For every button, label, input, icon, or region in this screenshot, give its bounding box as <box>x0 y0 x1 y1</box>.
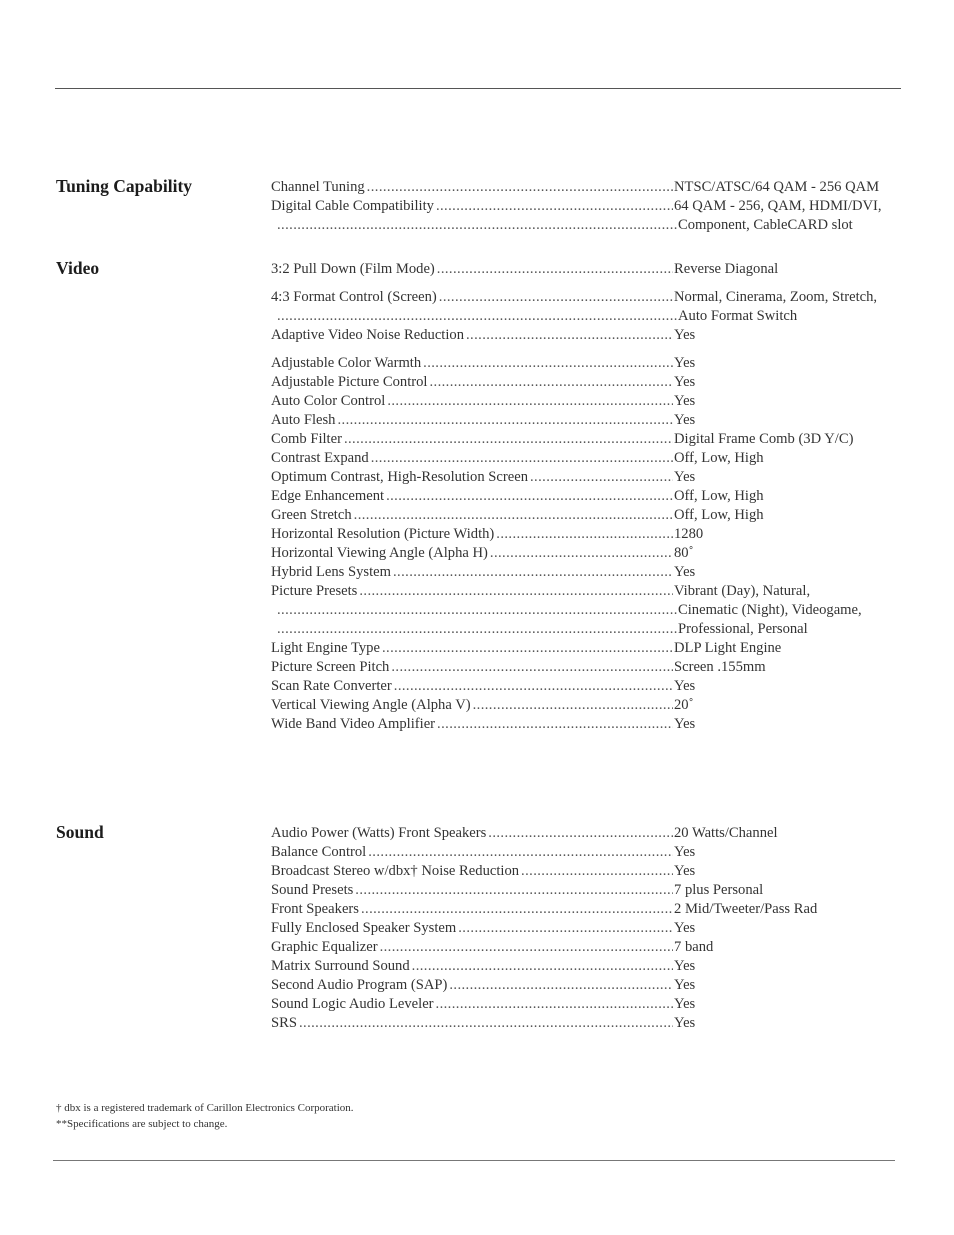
spec-label-text: Wide Band Video Amplifier <box>271 716 436 732</box>
spec-label <box>271 544 673 563</box>
spec-value: 64 QAM - 256, QAM, HDMI/DVI, <box>674 198 882 214</box>
spec-label <box>271 843 673 862</box>
spec-value: Off, Low, High <box>674 507 764 523</box>
dot-leader <box>359 582 673 601</box>
dot-leader <box>429 373 673 392</box>
spec-label-text: Hybrid Lens System <box>271 564 391 580</box>
spec-value: 20˚ <box>674 697 694 713</box>
spec-value: Yes <box>674 412 696 428</box>
spec-label-text: Second Audio Program (SAP) <box>271 977 448 993</box>
spec-label-text: Audio Power (Watts) Front Speakers <box>271 825 487 841</box>
dot-leader <box>386 487 673 506</box>
spec-row <box>271 197 911 216</box>
dot-leader <box>368 843 673 862</box>
dot-leader <box>354 506 673 525</box>
spec-label <box>271 824 673 843</box>
spec-row <box>271 696 911 715</box>
spec-row <box>271 715 911 734</box>
spec-label-text: Horizontal Viewing Angle (Alpha H) <box>271 545 488 561</box>
dot-leader <box>394 677 673 696</box>
spec-row <box>271 938 911 957</box>
spec-label <box>271 288 673 307</box>
spec-label <box>271 307 677 326</box>
spec-row <box>271 563 911 582</box>
spec-list-video <box>271 260 911 734</box>
dot-leader <box>449 976 673 995</box>
spec-row <box>271 582 911 601</box>
spec-value: Professional, Personal <box>678 621 808 637</box>
spec-row <box>271 995 911 1014</box>
dot-leader <box>490 544 673 563</box>
spec-label-text: Comb Filter <box>271 431 342 447</box>
dot-leader <box>361 900 673 919</box>
spec-row <box>271 900 911 919</box>
spec-label-text: Adaptive Video Noise Reduction <box>271 327 464 343</box>
spec-label <box>271 506 673 525</box>
spec-label <box>271 639 673 658</box>
spec-label <box>271 468 673 487</box>
spec-label <box>271 197 673 216</box>
spec-row <box>271 881 911 900</box>
spec-label <box>271 449 673 468</box>
dot-leader <box>344 430 673 449</box>
spec-value: Component, CableCARD slot <box>678 217 853 233</box>
spec-row <box>271 658 911 677</box>
spec-label-text: Balance Control <box>271 844 367 860</box>
dot-leader <box>277 620 677 639</box>
spec-label <box>271 881 673 900</box>
footnote-dbx: † dbx is a registered trademark of Carillon Electronics Corporation. <box>56 1102 354 1114</box>
spec-row <box>271 260 911 279</box>
spec-row <box>271 957 911 976</box>
spec-row <box>271 824 911 843</box>
spec-value: Yes <box>674 920 696 936</box>
spec-label-text: SRS <box>271 1015 297 1031</box>
spec-value: Auto Format Switch <box>678 308 798 324</box>
spec-row <box>271 449 911 468</box>
spec-label-text: Channel Tuning <box>271 179 365 195</box>
spec-value: Yes <box>674 996 696 1012</box>
spec-label-text: Auto Color Control <box>271 393 386 409</box>
dot-leader <box>521 862 673 881</box>
spec-row <box>271 639 911 658</box>
spec-value: Vibrant (Day), Natural, <box>674 583 811 599</box>
spec-row <box>271 862 911 881</box>
spec-label-text: Sound Presets <box>271 882 354 898</box>
spec-label <box>271 976 673 995</box>
spec-label <box>271 430 673 449</box>
spec-value: 20 Watts/Channel <box>674 825 778 841</box>
spec-value: Yes <box>674 374 696 390</box>
dot-leader <box>367 178 673 197</box>
spec-value: DLP Light Engine <box>674 640 782 656</box>
spec-row <box>271 354 911 373</box>
spec-label-text: Vertical Viewing Angle (Alpha V) <box>271 697 471 713</box>
spec-label-text: Edge Enhancement <box>271 488 385 504</box>
spec-label-text: Broadcast Stereo w/dbx† Noise Reduction <box>271 863 520 879</box>
spec-row <box>271 373 911 392</box>
spec-label-text: Fully Enclosed Speaker System <box>271 920 457 936</box>
dot-leader <box>277 216 677 235</box>
spec-row <box>271 1014 911 1033</box>
spec-row <box>271 919 911 938</box>
spec-row <box>271 976 911 995</box>
spec-row <box>271 544 911 563</box>
spec-label <box>271 715 673 734</box>
spec-value: Yes <box>674 863 696 879</box>
dot-leader <box>437 260 673 279</box>
spec-row <box>271 392 911 411</box>
spec-list-tuning-capability <box>271 178 911 235</box>
spec-row <box>271 468 911 487</box>
spec-label-text: 4:3 Format Control (Screen) <box>271 289 437 305</box>
spec-value: Yes <box>674 469 696 485</box>
spec-value: Off, Low, High <box>674 488 764 504</box>
section-title-sound: Sound <box>56 822 104 842</box>
dot-leader <box>488 824 673 843</box>
bottom-divider <box>53 1160 895 1161</box>
spec-value: Yes <box>674 355 696 371</box>
spec-value: Yes <box>674 844 696 860</box>
spec-row <box>271 307 911 326</box>
spec-label-text: Scan Rate Converter <box>271 678 392 694</box>
dot-leader <box>473 696 673 715</box>
spec-label <box>271 658 673 677</box>
spec-value: Yes <box>674 977 696 993</box>
spec-row <box>271 430 911 449</box>
spec-label-text: Adjustable Picture Control <box>271 374 428 390</box>
spec-value: Yes <box>674 327 696 343</box>
spec-label-text: Horizontal Resolution (Picture Width) <box>271 526 495 542</box>
dot-leader <box>466 326 673 345</box>
spec-row <box>271 506 911 525</box>
dot-leader <box>277 601 677 620</box>
dot-leader <box>387 392 673 411</box>
spec-label-text: Picture Screen Pitch <box>271 659 390 675</box>
spec-value: Screen .155mm <box>674 659 766 675</box>
spec-label <box>271 1014 673 1033</box>
spec-label <box>271 938 673 957</box>
spec-value: Yes <box>674 678 696 694</box>
spec-row <box>271 487 911 506</box>
spec-value: Off, Low, High <box>674 450 764 466</box>
spec-label <box>271 995 673 1014</box>
spec-label <box>271 260 673 279</box>
dot-leader <box>530 468 673 487</box>
spec-label-text: Picture Presets <box>271 583 358 599</box>
spec-value: NTSC/ATSC/64 QAM - 256 QAM <box>674 179 880 195</box>
section-title-video: Video <box>56 258 100 278</box>
spec-label <box>271 216 677 235</box>
spec-value: 7 plus Personal <box>674 882 764 898</box>
dot-leader <box>371 449 673 468</box>
dot-leader <box>436 197 673 216</box>
spec-value: Reverse Diagonal <box>674 261 779 277</box>
spec-row <box>271 288 911 307</box>
dot-leader <box>412 957 673 976</box>
spec-label-text: Light Engine Type <box>271 640 380 656</box>
dot-leader <box>496 525 673 544</box>
spec-value: Normal, Cinerama, Zoom, Stretch, <box>674 289 878 305</box>
spec-label-text: Sound Logic Audio Leveler <box>271 996 434 1012</box>
spec-label <box>271 354 673 373</box>
dot-leader <box>382 639 673 658</box>
spec-label <box>271 900 673 919</box>
spec-row <box>271 411 911 430</box>
spec-value: Yes <box>674 716 696 732</box>
spec-row <box>271 216 911 235</box>
dot-leader <box>458 919 673 938</box>
spec-label <box>271 620 677 639</box>
dot-leader <box>437 715 673 734</box>
spec-row <box>271 525 911 544</box>
spec-label <box>271 326 673 345</box>
spec-label <box>271 696 673 715</box>
spec-label <box>271 411 673 430</box>
spec-row <box>271 677 911 696</box>
top-divider <box>55 88 901 89</box>
spec-value: 7 band <box>674 939 714 955</box>
spec-label <box>271 957 673 976</box>
spec-row <box>271 601 911 620</box>
spec-label <box>271 862 673 881</box>
spec-value: Digital Frame Comb (3D Y/C) <box>674 431 854 447</box>
spec-row <box>271 326 911 345</box>
dot-leader <box>380 938 673 957</box>
dot-leader <box>337 411 673 430</box>
spec-label <box>271 373 673 392</box>
spec-label-text: Adjustable Color Warmth <box>271 355 422 371</box>
spec-label-text: Green Stretch <box>271 507 352 523</box>
spec-row <box>271 843 911 862</box>
spec-label <box>271 677 673 696</box>
spec-label-text: Matrix Surround Sound <box>271 958 410 974</box>
spec-label <box>271 178 673 197</box>
spec-value: 80˚ <box>674 545 694 561</box>
spec-label <box>271 525 673 544</box>
spec-value: Yes <box>674 564 696 580</box>
spec-row <box>271 620 911 639</box>
spec-list-sound <box>271 824 911 1033</box>
spec-label-text: Front Speakers <box>271 901 359 917</box>
spec-label <box>271 919 673 938</box>
footnotes <box>56 1100 354 1132</box>
dot-leader <box>423 354 673 373</box>
spec-value: Yes <box>674 393 696 409</box>
spec-label <box>271 487 673 506</box>
spec-label <box>271 563 673 582</box>
spec-value: Yes <box>674 958 696 974</box>
spec-label-text: 3:2 Pull Down (Film Mode) <box>271 261 435 277</box>
footnote-specs-change: **Specifications are subject to change. <box>56 1118 228 1130</box>
dot-leader <box>436 995 673 1014</box>
spec-label-text: Optimum Contrast, High-Resolution Screen <box>271 469 528 485</box>
dot-leader <box>355 881 673 900</box>
spec-label <box>271 392 673 411</box>
spec-label <box>271 601 677 620</box>
spec-value: Yes <box>674 1015 696 1031</box>
dot-leader <box>391 658 673 677</box>
spec-label-text: Digital Cable Compatibility <box>271 198 434 214</box>
dot-leader <box>393 563 673 582</box>
dot-leader <box>439 288 673 307</box>
section-title-tuning-capability: Tuning Capability <box>56 176 193 196</box>
spec-value: 2 Mid/Tweeter/Pass Rad <box>674 901 818 917</box>
dot-leader <box>277 307 677 326</box>
spec-value: 1280 <box>674 526 704 542</box>
spec-value: Cinematic (Night), Videogame, <box>678 602 862 618</box>
spec-label-text: Graphic Equalizer <box>271 939 378 955</box>
spec-label-text: Auto Flesh <box>271 412 336 428</box>
spec-label-text: Contrast Expand <box>271 450 369 466</box>
spec-row <box>271 178 911 197</box>
dot-leader <box>299 1014 673 1033</box>
spec-label <box>271 582 673 601</box>
